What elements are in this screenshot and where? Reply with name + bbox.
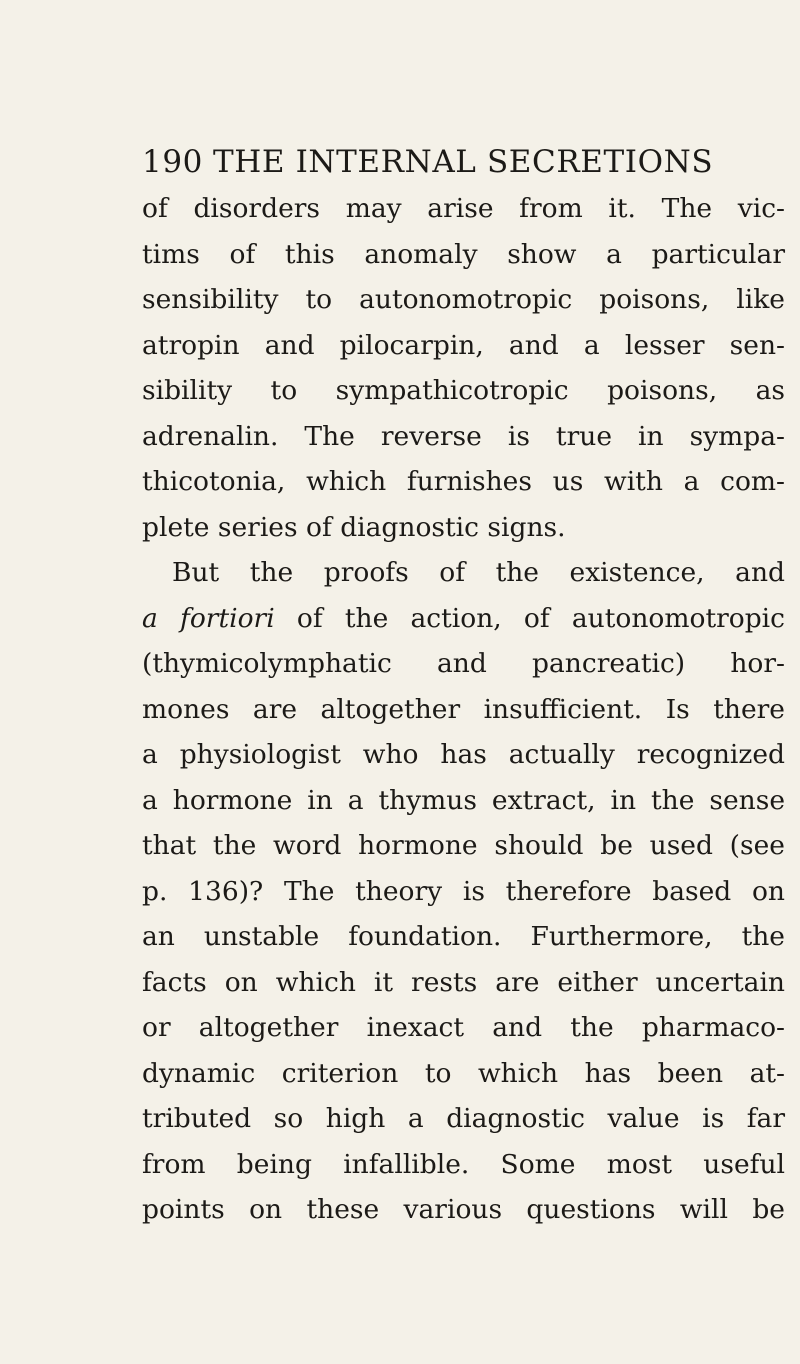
text-line: atropin and pilocarpin, and a lesser sen- (142, 329, 785, 361)
text-line: a physiologist who has actually recognized (142, 739, 785, 770)
page-number: 190 (142, 144, 203, 180)
text-line: from being infallible. Some most useful (142, 1148, 785, 1180)
text-line: points on these various questions will be (142, 1194, 785, 1225)
text-line: sensibility to autonomotropic poisons, like (142, 284, 785, 315)
text-line: mones are altogether insufficient. Is there (142, 693, 785, 725)
text-line: sibility to sympathicotropic poisons, as (142, 375, 785, 406)
body-text (142, 186, 785, 1233)
text-line: tims of this anomaly show a particular (142, 238, 785, 270)
text-line: tributed so high a diagnostic value is far (142, 1103, 785, 1134)
text-line: (thymicolymphatic and pancreatic) hor- (142, 648, 785, 679)
paragraph-start-line: But the proofs of the existence, and (172, 557, 785, 588)
text-line: p. 136)? The theory is therefore based on (142, 875, 785, 907)
text-line: or altogether inexact and the pharmaco- (142, 1012, 785, 1043)
text-line: plete series of diagnostic signs. (142, 511, 566, 543)
text-line: adrenalin. The reverse is true in sympa- (142, 420, 785, 452)
text-line: facts on which it rests are either uncertain (142, 966, 785, 998)
text-line: an unstable foundation. Furthermore, the (142, 921, 785, 952)
text-line: a hormone in a thymus extract, in the sense (142, 784, 785, 816)
text-line: that the word hormone should be used (see (142, 830, 785, 861)
running-head (142, 142, 782, 182)
text-line (142, 596, 785, 642)
text-line: thicotonia, which furnishes us with a com- (142, 466, 785, 497)
latin-phrase: a fortiori (142, 602, 275, 634)
running-title: THE INTERNAL SECRETIONS (212, 144, 714, 180)
text-line: of disorders may arise from it. The vic- (142, 193, 785, 224)
text-line: dynamic criterion to which has been at- (142, 1057, 785, 1089)
text-line-rest: of the action, of autonomotropic (274, 602, 785, 634)
